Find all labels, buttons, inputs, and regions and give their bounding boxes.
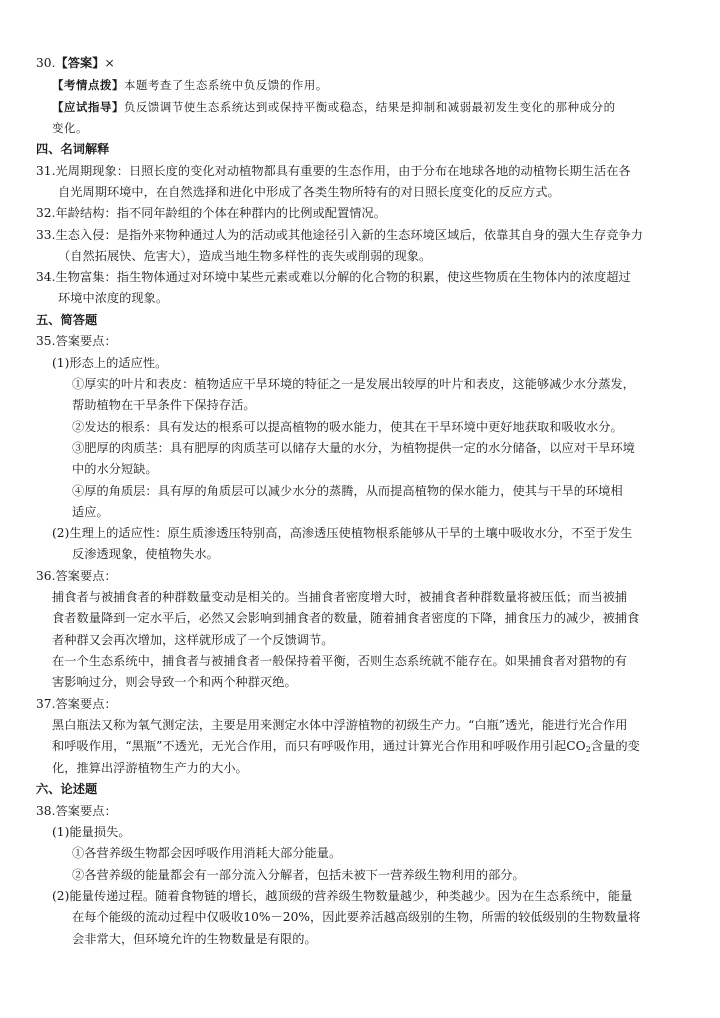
q30-answer-tag: 【答案】 (55, 56, 105, 70)
q33-line-1: 33.生态入侵：是指外来物种通过人为的活动或其他途径引入新的生态环境区域后，依靠其自身的强大生存竞争力 (36, 228, 643, 242)
q30-answer-mark: × (104, 56, 115, 70)
q36-line-2: 食者数量降到一定水平后，必然又会影响到捕食者的数量，随着捕食者密度的下降，捕食压力的减少，被捕食 (52, 611, 640, 625)
q38-point-1: (1)能量损失。 (52, 825, 131, 839)
q36-line-4: 在一个生态系统中，捕食者与被捕食者一般保持着平衡，否则生态系统就不能存在。如果捕食者对猎物的有 (52, 654, 628, 668)
section-5-heading: 五、简答题 (36, 313, 98, 327)
q33-line-2: （自然拓展快、危害大），造成当地生物多样性的丧失或削弱的现象。 (58, 249, 432, 263)
q34-line-1: 34.生物富集：指生物体通过对环境中某些元素或难以分解的化合物的积累，使这些物质在生物体内的浓度超过 (36, 270, 631, 284)
q30-yingshi-tag: 【应试指导】 (52, 100, 124, 114)
q30-yingshi-line (52, 99, 616, 115)
q35-point-1: (1)形态上的适应性。 (52, 356, 168, 370)
q36-line-5: 害影响过分，则会导致一个和两个种群灭绝。 (52, 675, 297, 689)
section-4-heading: 四、名词解释 (36, 142, 110, 156)
q37-line-2 (52, 738, 640, 754)
q35-item-1-line-1: ①厚实的叶片和表皮：植物适应干旱环境的特征之一是发展出较厚的叶片和表皮，这能够减少水分蒸发， (72, 377, 635, 391)
q37-line-2-a: 和呼吸作用，“黑瓶”不透光，无光合作用，而只有呼吸作用，通过计算光合作用和呼吸作用引起CO (52, 739, 586, 753)
q30-answer-line (36, 55, 115, 71)
q37-line-1: 黑白瓶法又称为氧气测定法，主要是用来测定水体中浮游植物的初级生产力。“白瓶”透光，能进行光合作用 (52, 718, 628, 732)
q35-point-2-line-2: 反渗透现象，使植物失水。 (72, 547, 219, 561)
q38-item-1: ①各营养级生物都会因呼吸作用消耗大部分能量。 (72, 846, 342, 860)
q30-kaoqing-tag: 【考情点拨】 (52, 78, 124, 92)
q36-line-3: 者种群又会再次增加，这样就形成了一个反馈调节。 (52, 633, 334, 647)
q35-item-4-line-2: 适应。 (72, 505, 109, 519)
q36-line-1: 捕食者与被捕食者的种群数量变动是相关的。当捕食者密度增大时，被捕食者种群数量将被压低；而当被捕 (52, 590, 628, 604)
q35-item-2: ②发达的根系：具有发达的根系可以提高植物的吸水能力，使其在干旱环境中更好地获取和吸收水分。 (72, 420, 623, 434)
q35-item-4-line-1: ④厚的角质层：具有厚的角质层可以减少水分的蒸腾，从而提高植物的保水能力，使其与干旱的环境相 (72, 484, 623, 498)
q30-yingshi-text2: 变化。 (52, 121, 88, 135)
q38-head: 38.答案要点： (36, 804, 117, 818)
q35-item-1-line-2: 帮助植物在干旱条件下保持存活。 (72, 398, 256, 412)
q38-point-2-line-1: (2)能量传递过程。随着食物链的增长，越顶级的营养级生物数量越少，种类越少。因为在生态系统中，能量 (52, 889, 633, 903)
q30-kaoqing-text: 本题考查了生态系统中负反馈的作用。 (123, 78, 328, 92)
q32-line: 32.年龄结构：指不同年龄组的个体在种群内的比例或配置情况。 (36, 206, 386, 220)
q37-line-3: 化，推算出浮游植物生产力的大小。 (52, 761, 248, 775)
q35-item-3-line-2: 中的水分短缺。 (72, 462, 158, 476)
q35-point-2-line-1: (2)生理上的适应性：原生质渗透压特别高，高渗透压使植物根系能够从干旱的土壤中吸收水分，不至于发生 (52, 526, 633, 540)
q31-line-1: 31.光周期现象：日照长度的变化对动植物都具有重要的生态作用，由于分布在地球各地的动植物长期生活在各 (36, 164, 631, 178)
q34-line-2: 环境中浓度的现象。 (58, 291, 169, 305)
co2-subscript: 2 (585, 745, 591, 754)
q30-kaoqing-line (52, 77, 328, 93)
q30-number: 30. (36, 56, 56, 70)
q35-item-3-line-1: ③肥厚的肉质茎：具有肥厚的肉质茎可以储存大量的水分，为植物提供一定的水分储备，以应对干旱环境 (72, 441, 635, 455)
q37-line-2-b: 含量的变 (590, 739, 640, 753)
q36-head: 36.答案要点： (36, 569, 117, 583)
q38-point-2-line-2: 在每个能级的流动过程中仅吸收10%－20%，因此要养活越高级别的生物，所需的较低级别的生物数量将 (72, 910, 641, 924)
section-6-heading: 六、论述题 (36, 782, 98, 796)
q38-item-2: ②各营养级的能量都会有一部分流入分解者，包括未被下一营养级生物利用的部分。 (72, 868, 525, 882)
q35-head: 35.答案要点： (36, 334, 117, 348)
q37-head: 37.答案要点： (36, 697, 117, 711)
q38-point-2-line-3: 会非常大，但环境允许的生物数量是有限的。 (72, 932, 317, 946)
q31-line-2: 自光周期环境中，在自然选择和进化中形成了各类生物所特有的对日照长度变化的反应方式。 (58, 185, 560, 199)
q30-yingshi-text1: 负反馈调节使生态系统达到或保持平衡或稳态，结果是抑制和减弱最初发生变化的那种成分的 (123, 100, 616, 114)
